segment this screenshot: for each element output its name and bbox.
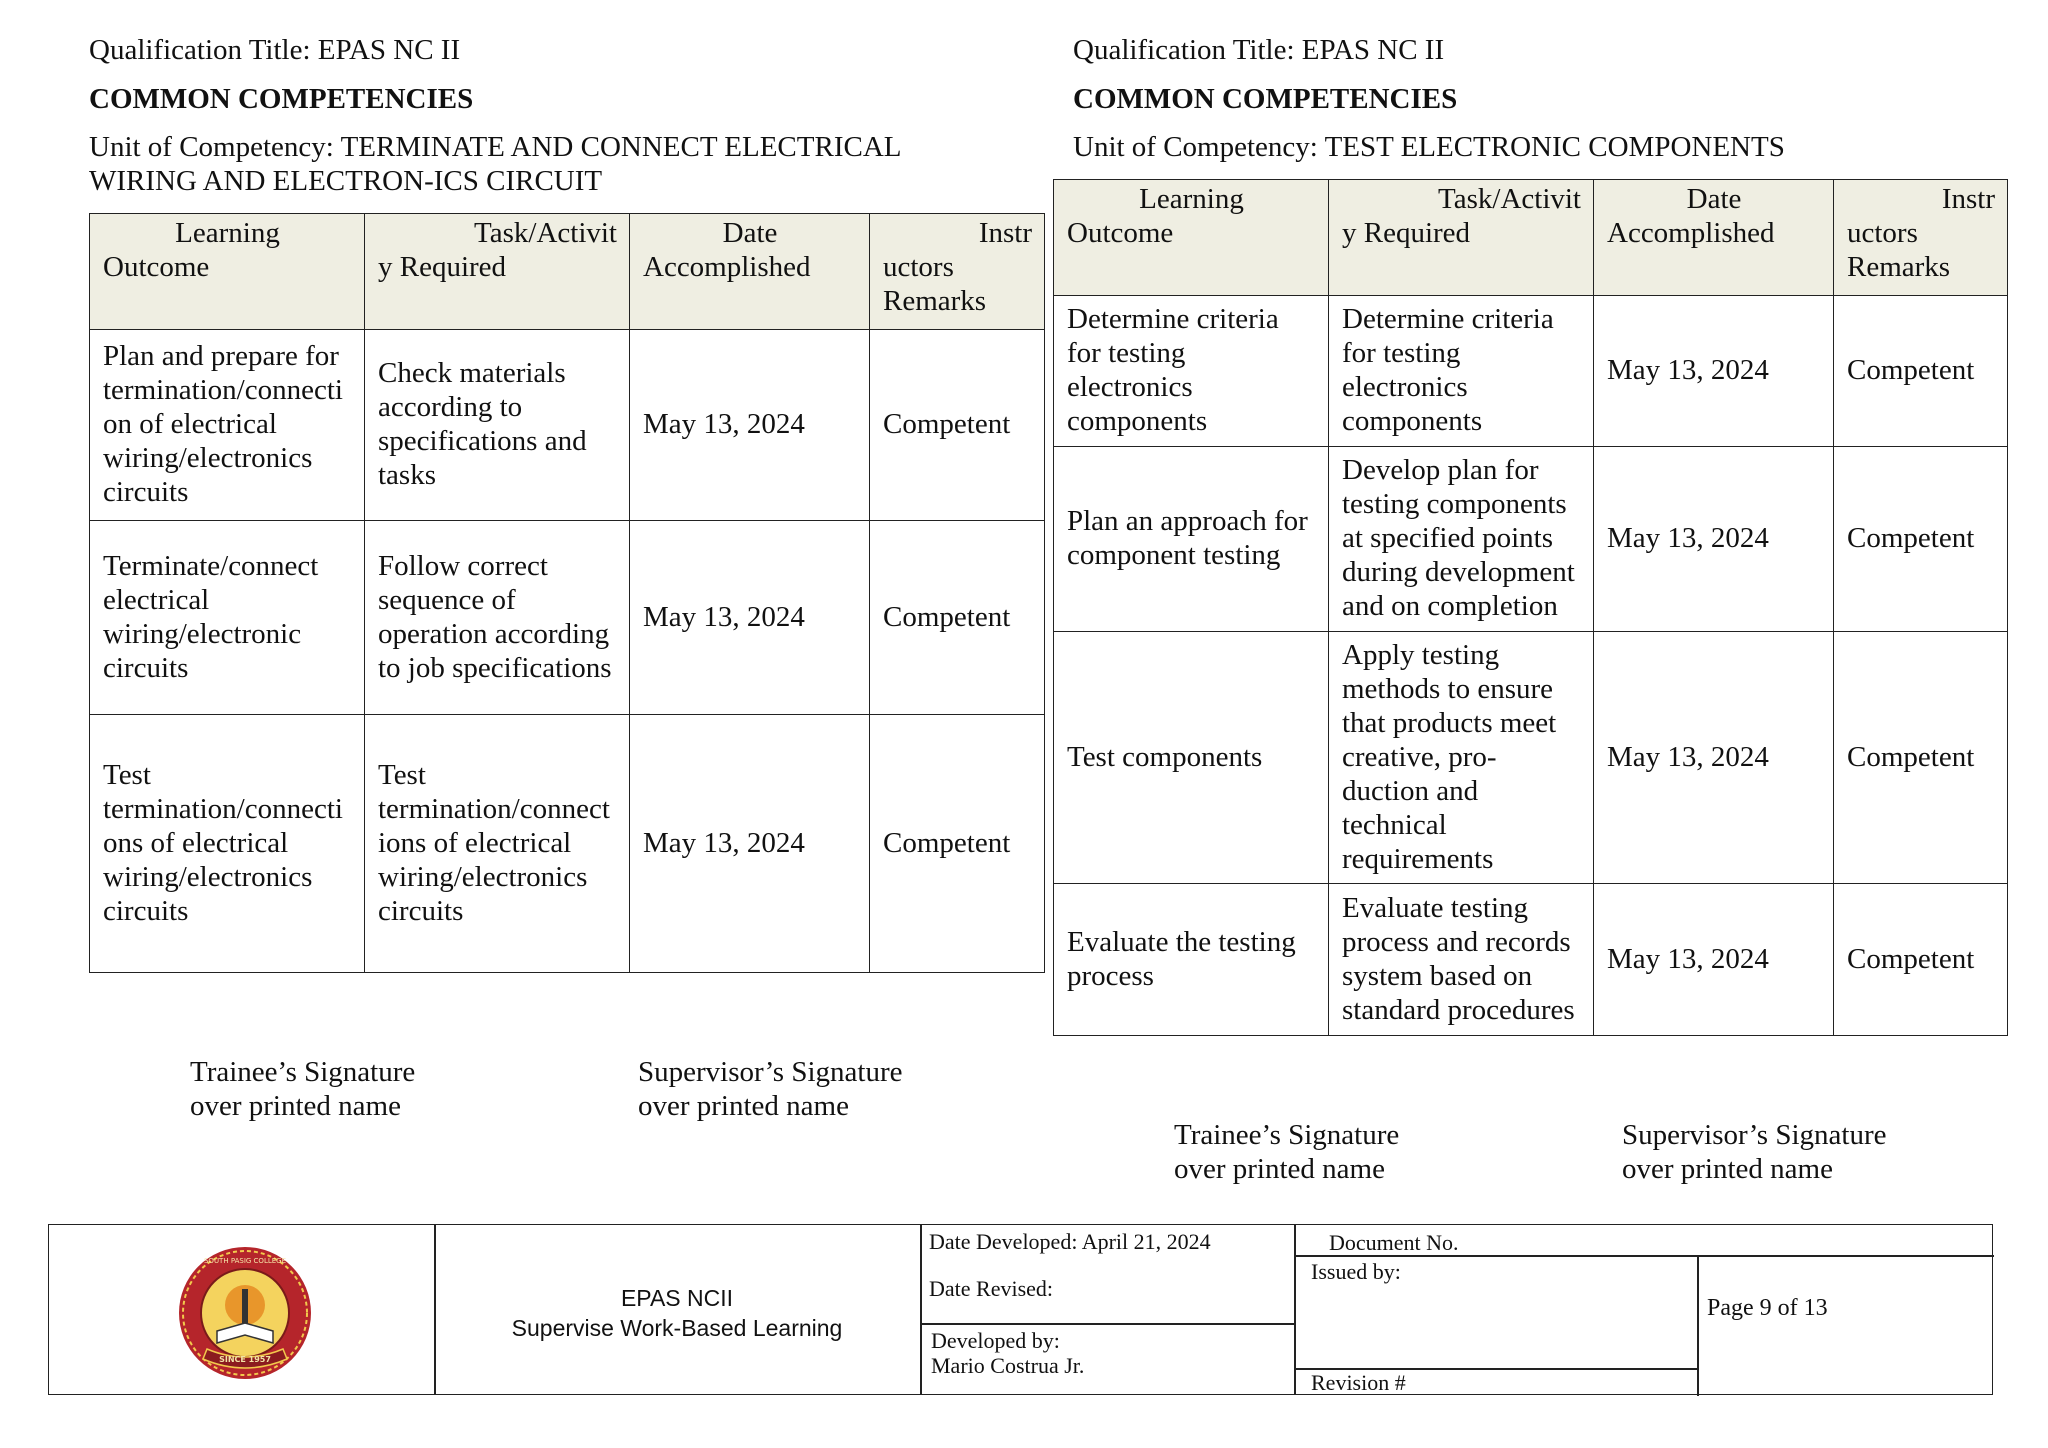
developed-by-name: Mario Costrua Jr.	[931, 1353, 1085, 1378]
task-required-cell: Develop plan for testing components at specified points during development and on completion	[1329, 447, 1594, 632]
remarks-cell: Competent	[870, 715, 1045, 973]
learning-outcome-cell: Test components	[1054, 632, 1329, 884]
revision-number: Revision #	[1311, 1370, 1406, 1395]
table-row	[1054, 884, 2008, 1036]
right-competency-table	[1053, 179, 2008, 1036]
remarks-cell: Competent	[1834, 632, 2008, 884]
developed-by-label: Developed by:	[931, 1328, 1060, 1353]
task-required-cell: Determine criteria for testing electronics components	[1329, 296, 1594, 447]
document-number: Document No.	[1329, 1230, 1459, 1255]
date-accomplished-cell: May 13, 2024	[630, 715, 870, 973]
table-row	[90, 715, 1045, 973]
issued-by: Issued by:	[1311, 1259, 1401, 1284]
table-row	[1054, 447, 2008, 632]
table-header-row	[90, 214, 1045, 330]
svg-text:SOUTH PASIG COLLEGE: SOUTH PASIG COLLEGE	[203, 1257, 287, 1265]
table-row	[90, 521, 1045, 715]
header-learning-outcome: Learning Outcome	[1054, 180, 1329, 296]
learning-outcome-cell: Plan and prepare for termination/connecti on of electrical wiring/electronics circuits	[90, 330, 365, 521]
date-accomplished-cell: May 13, 2024	[1594, 632, 1834, 884]
remarks-cell: Competent	[870, 330, 1045, 521]
date-developed: Date Developed: April 21, 2024	[929, 1229, 1211, 1254]
left-section-heading: COMMON COMPETENCIES	[89, 83, 474, 115]
document-footer	[48, 1224, 1993, 1395]
left-qualification-title: Qualification Title: EPAS NC II	[89, 34, 461, 66]
header-instructors-remarks: Instr uctors Remarks	[1834, 180, 2008, 296]
remarks-cell: Competent	[870, 521, 1045, 715]
left-unit-line1: Unit of Competency: TERMINATE AND CONNECT ELECTRICAL	[89, 131, 902, 163]
header-date-accomplished: Date Accomplished	[1594, 180, 1834, 296]
table-header-row	[1054, 180, 2008, 296]
right-section-heading: COMMON COMPETENCIES	[1073, 83, 1458, 115]
right-qualification-title: Qualification Title: EPAS NC II	[1073, 34, 1445, 66]
svg-text:SINCE 1957: SINCE 1957	[219, 1355, 271, 1364]
right-unit-line1: Unit of Competency: TEST ELECTRONIC COMPONENTS	[1073, 131, 1785, 163]
right-supervisor-signature: Supervisor’s Signature over printed name	[1622, 1119, 1887, 1185]
seal-icon	[175, 1243, 315, 1383]
date-accomplished-cell: May 13, 2024	[1594, 296, 1834, 447]
right-trainee-signature: Trainee’s Signature over printed name	[1174, 1119, 1400, 1185]
remarks-cell: Competent	[1834, 884, 2008, 1036]
school-seal-logo	[175, 1243, 315, 1383]
header-task-required: Task/Activit y Required	[365, 214, 630, 330]
learning-outcome-cell: Test termination/connecti ons of electrical wiring/electronics circuits	[90, 715, 365, 973]
learning-outcome-cell: Determine criteria for testing electronics components	[1054, 296, 1329, 447]
table-row	[90, 330, 1045, 521]
date-accomplished-cell: May 13, 2024	[630, 521, 870, 715]
header-instructors-remarks: Instr uctors Remarks	[870, 214, 1045, 330]
header-task-required: Task/Activit y Required	[1329, 180, 1594, 296]
task-required-cell: Evaluate testing process and records system based on standard procedures	[1329, 884, 1594, 1036]
left-unit-line2: WIRING AND ELECTRON-ICS CIRCUIT	[89, 165, 603, 197]
date-accomplished-cell: May 13, 2024	[1594, 884, 1834, 1036]
left-trainee-signature: Trainee’s Signature over printed name	[190, 1056, 416, 1122]
page-number: Page 9 of 13	[1707, 1295, 1828, 1321]
task-required-cell: Check materials according to specifications and tasks	[365, 330, 630, 521]
footer-title: EPAS NCII Supervise Work-Based Learning	[511, 1285, 843, 1341]
task-required-cell: Follow correct sequence of operation according to job specifications	[365, 521, 630, 715]
header-learning-outcome: Learning Outcome	[90, 214, 365, 330]
learning-outcome-cell: Terminate/connect electrical wiring/electronic circuits	[90, 521, 365, 715]
date-accomplished-cell: May 13, 2024	[630, 330, 870, 521]
date-revised: Date Revised:	[929, 1276, 1054, 1301]
left-supervisor-signature: Supervisor’s Signature over printed name	[638, 1056, 903, 1122]
remarks-cell: Competent	[1834, 296, 2008, 447]
remarks-cell: Competent	[1834, 447, 2008, 632]
task-required-cell: Test termination/connect ions of electrical wiring/electronics circuits	[365, 715, 630, 973]
date-accomplished-cell: May 13, 2024	[1594, 447, 1834, 632]
learning-outcome-cell: Plan an approach for component testing	[1054, 447, 1329, 632]
table-row	[1054, 632, 2008, 884]
learning-outcome-cell: Evaluate the testing process	[1054, 884, 1329, 1036]
table-row	[1054, 296, 2008, 447]
header-date-accomplished: Date Accomplished	[630, 214, 870, 330]
task-required-cell: Apply testing methods to ensure that products meet creative, pro- duction and technical requirements	[1329, 632, 1594, 884]
left-competency-table	[89, 213, 1045, 973]
